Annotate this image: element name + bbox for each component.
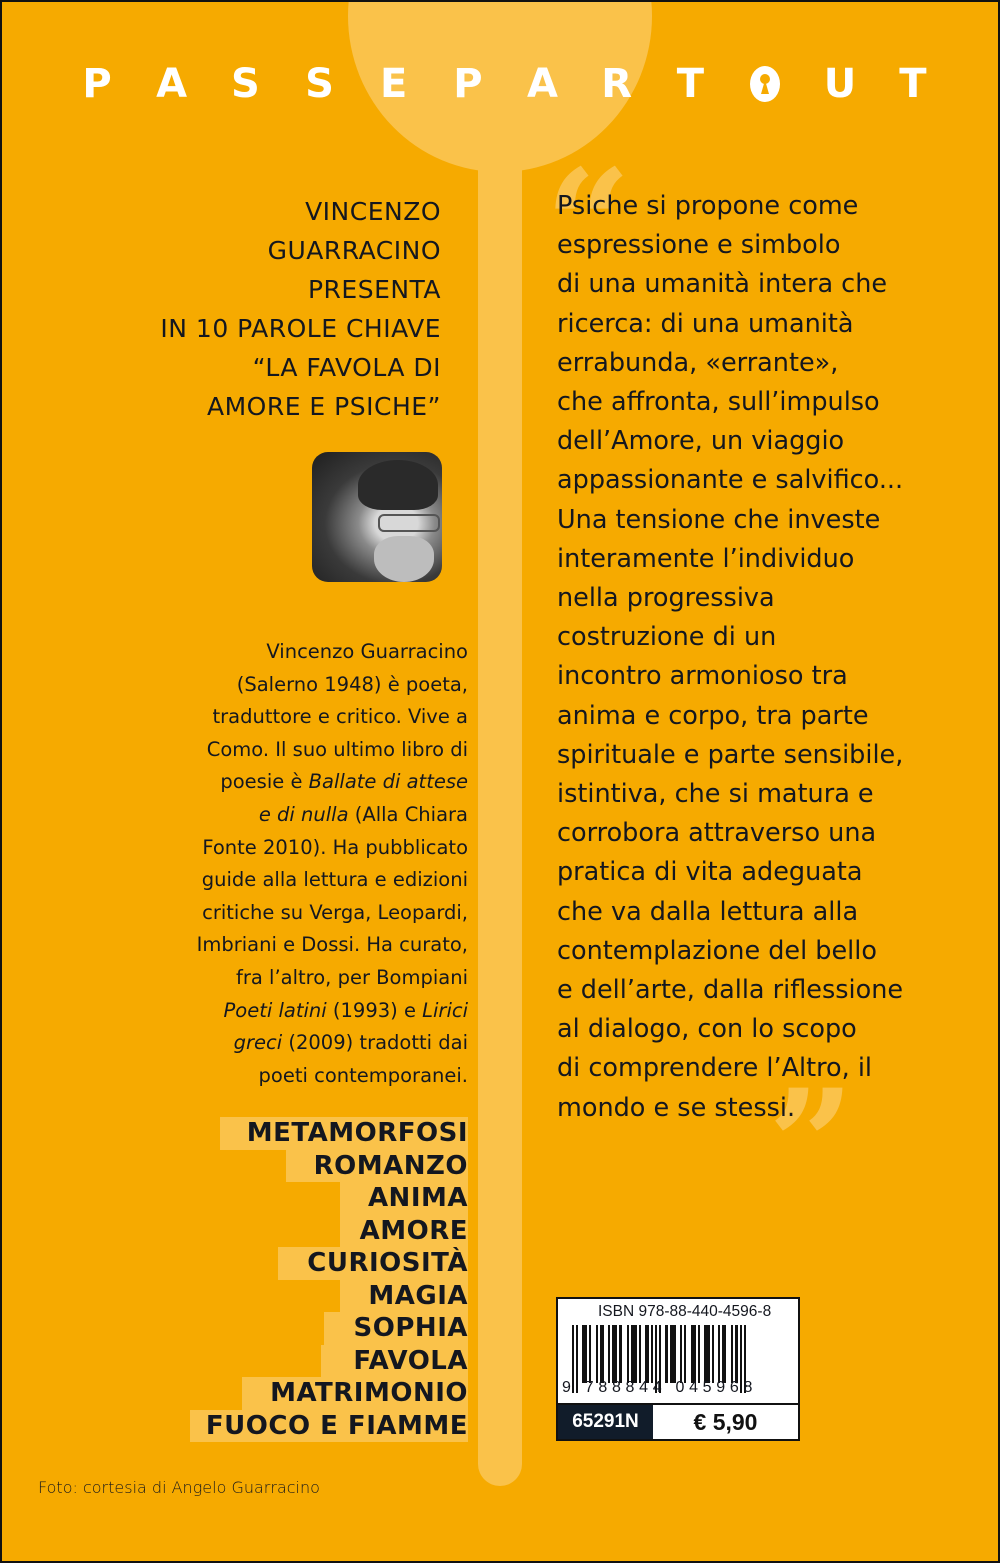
product-code: 65291N [558,1405,653,1439]
isbn-label: ISBN 978-88-440-4596-8 [598,1303,772,1320]
bio-line: critiche su Verga, Leopardi, [202,900,468,924]
ean-digits: 9 788844 045968 [562,1379,758,1396]
quote-line: errabunda, «errante», [557,347,839,378]
close-quote-icon: ” [768,1057,855,1233]
photo-beard-shape [374,536,434,582]
author-photo [312,452,442,582]
keywords-list [190,1117,468,1442]
bio-line: Vincenzo Guarracino [266,640,468,663]
keyword: MATRIMONIO [242,1377,468,1410]
quote-line: appassionante e salvifico... [557,465,904,496]
photo-hair-shape [358,460,438,510]
quote-line: espressione e simbolo [557,230,841,261]
quote-line: ricerca: di una umanità [557,308,854,339]
photo-credit: Foto: cortesia di Angelo Guarracino [38,1478,320,1497]
brand-logo [82,60,928,108]
heading-line: GUARRACINO [267,236,441,265]
brand-letter: T [676,61,705,107]
bio-line: (Salerno 1948) è poeta, [236,672,468,696]
code-price-row [558,1403,798,1439]
author-bio [148,636,468,1092]
quote-line: spirituale e parte sensibile, [557,739,904,770]
heading-line: IN 10 PAROLE CHIAVE [160,314,441,343]
quote-line: corrobora attraverso una [557,818,877,849]
brand-letter: A [156,61,188,107]
bio-line: e di nulla (Alla Chiara [258,802,468,826]
brand-letter: P [453,61,483,107]
quote-line: di comprendere l’Altro, il [557,1053,873,1084]
quote-line: Psiche si propone come [557,191,859,221]
keyword: ANIMA [340,1182,468,1215]
bio-line: Como. Il suo ultimo libro di [206,737,468,761]
quote-line: dell’Amore, un viaggio [557,426,845,457]
presents-heading [111,192,441,426]
quote-line: e dell’arte, dalla riflessione [557,975,904,1006]
keyword: METAMORFOSI [220,1117,468,1150]
keyword: FUOCO E FIAMME [190,1410,468,1443]
quote-line: interamente l’individuo [557,543,855,574]
brand-letter: U [823,61,857,107]
photo-glasses-shape [378,514,440,532]
keyword: MAGIA [340,1280,468,1313]
quote-line: contemplazione del bello [557,935,877,966]
heading-line: VINCENZO [305,197,441,226]
keyword: ROMANZO [286,1150,468,1183]
brand-letter: A [527,61,558,107]
heading-line: AMORE E PSICHE” [206,392,441,421]
quote-line: pratica di vita adeguata [557,857,863,888]
quote-line: mondo e se stessi. [557,1092,796,1123]
brand-letter: S [305,61,334,107]
quote-line: che affronta, sull’impulso [557,387,880,418]
heading-line: “LA FAVOLA DI [252,353,441,382]
brand-letter: P [82,61,112,107]
quote-line: Una tensione che investe [557,504,881,535]
quote-line: costruzione di un [557,622,777,653]
bio-line: poeti contemporanei. [258,1063,468,1087]
bio-line: fra l’altro, per Bompiani [236,965,468,989]
bio-line: Poeti latini (1993) e Lirici [223,998,468,1022]
barcode-box [556,1297,800,1441]
keyhole-icon [750,66,780,102]
open-quote-icon: “ [545,137,632,313]
bio-line: Imbriani e Dossi. Ha curato, [196,933,468,957]
quote-line: anima e corpo, tra parte [557,700,869,731]
bio-line: Fonte 2010). Ha pubblicato [202,835,468,859]
spoon-stem-decoration [478,120,522,1486]
brand-letter: T [899,61,927,107]
bio-line: traduttore e critico. Vive a [212,705,468,729]
brand-letter: R [601,61,633,107]
quote-line: al dialogo, con lo scopo [557,1014,857,1045]
keyword: AMORE [340,1215,468,1248]
quote-line: istintiva, che si matura e [557,779,874,810]
bio-line: poesie è Ballate di attese [220,770,468,794]
keyword: FAVOLA [321,1345,468,1378]
quote-line: incontro armonioso tra [557,661,848,692]
bio-line: guide alla lettura e edizioni [201,868,468,892]
heading-line: PRESENTA [307,275,441,304]
quote-line: che va dalla lettura alla [557,896,859,927]
quote-line: di una umanità intera che [557,269,888,300]
brand-letter: S [230,61,260,107]
price: € 5,90 [693,1408,758,1435]
quote-line: nella progressiva [557,583,775,614]
keyword: SOPHIA [324,1312,468,1345]
brand-letter: E [380,61,408,107]
back-cover-quote [557,187,997,1128]
keyword: CURIOSITÀ [278,1247,468,1280]
bio-line: greci (2009) tradotti dai [233,1031,468,1055]
